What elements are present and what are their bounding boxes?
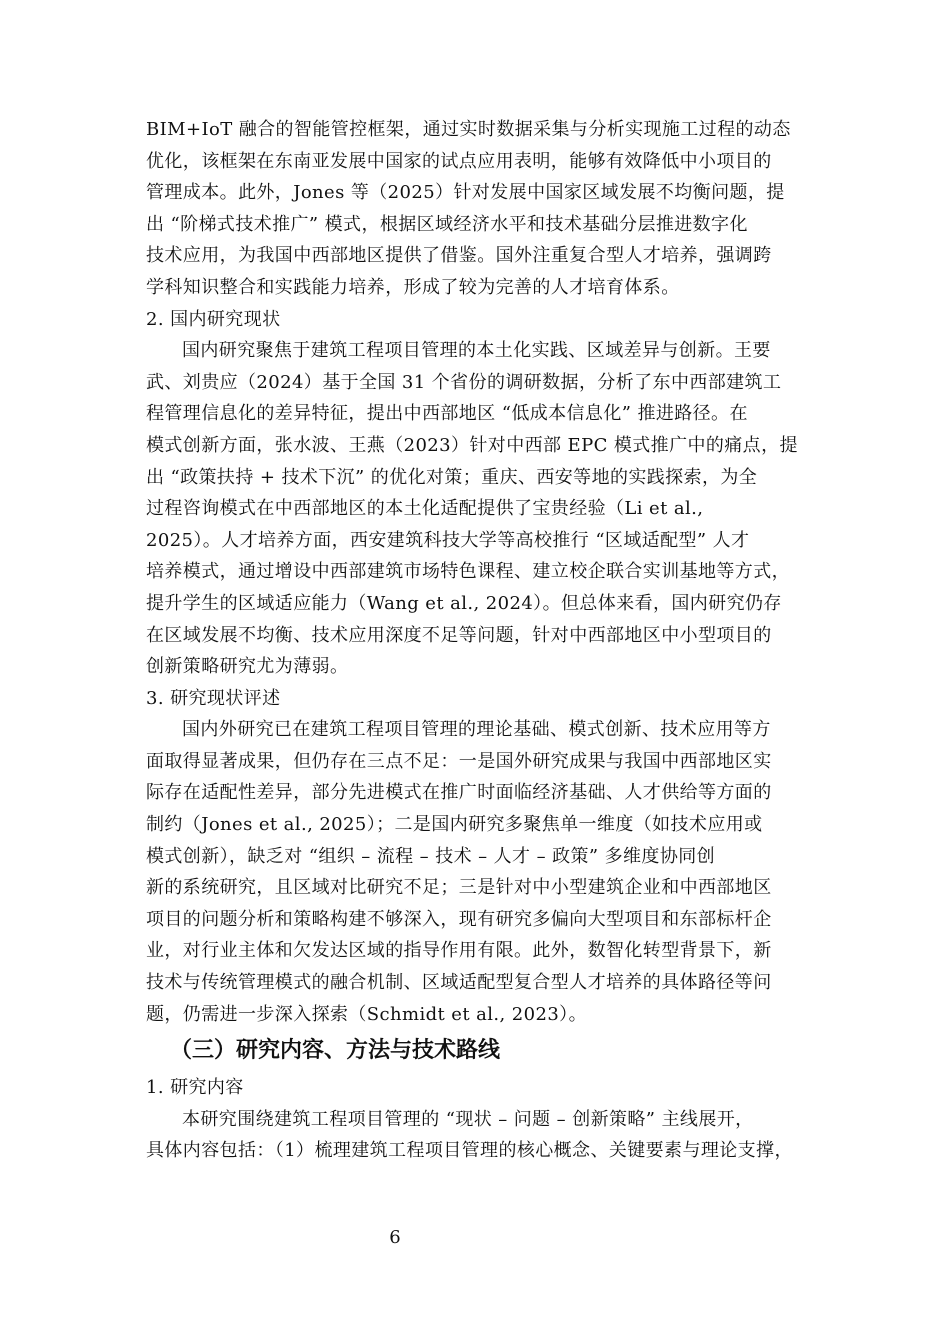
text-line: 制约（Jones et al., 2025）；二是国内研究多聚焦单一维度（如技术应用或 [146,814,763,836]
text-line: 新的系统研究，且区域对比研究不足；三是针对中小型建筑企业和中西部地区 [146,877,772,899]
text-line: 国内外研究已在建筑工程项目管理的理论基础、模式创新、技术应用等方 [182,719,771,741]
paragraph-research-review [146,714,806,1030]
section-heading-research-review: 3. 研究现状评述 [146,687,281,709]
text-line: BIM+IoT 融合的智能管控框架，通过实时数据采集与分析实现施工过程的动态 [146,119,791,140]
paragraph-research-content [146,1104,806,1167]
text-line: 国内研究聚焦于建筑工程项目管理的本土化实践、区域差异与创新。王要 [182,340,771,362]
text-line: 2025）。人才培养方面，西安建筑科技大学等高校推行 “区域适配型” 人才 [146,529,750,551]
text-line: 业，对行业主体和欠发达区域的指导作用有限。此外，数智化转型背景下，新 [146,940,772,962]
text-line: 题，仍需进一步深入探索（Schmidt et al., 2023）。 [146,1003,587,1025]
body-text [146,114,806,1167]
text-line: 本研究围绕建筑工程项目管理的 “现状 – 问题 – 创新策略” 主线展开， [182,1108,754,1130]
text-line: 模式创新），缺乏对 “组织 – 流程 – 技术 – 人才 – 政策” 多维度协同创 [146,845,716,867]
chapter-heading-research-content-methods: （三）研究内容、方法与技术路线 [170,1038,501,1064]
text-line: 具体内容包括：（1）梳理建筑工程项目管理的核心概念、关键要素与理论支撑， [146,1140,793,1162]
paragraph-international-research-end [146,114,806,304]
text-line: 优化，该框架在东南亚发展中国家的试点应用表明，能够有效降低中小项目的 [146,150,772,172]
text-line: 际存在适配性差异，部分先进模式在推广时面临经济基础、人才供给等方面的 [146,782,772,804]
text-line: 面取得显著成果，但仍存在三点不足：一是国外研究成果与我国中西部地区实 [146,750,772,772]
section-heading-research-content: 1. 研究内容 [146,1077,244,1099]
text-line: 在区域发展不均衡、技术应用深度不足等问题，针对中西部地区中小型项目的 [146,624,772,646]
section-heading-domestic-research: 2. 国内研究现状 [146,308,281,330]
text-line: 出 “政策扶持 + 技术下沉” 的优化对策；重庆、西安等地的实践探索，为全 [146,466,758,488]
text-line: 程管理信息化的差异特征，提出中西部地区 “低成本信息化” 推进路径。在 [146,403,748,425]
text-line: 培养模式，通过增设中西部建筑市场特色课程、建立校企联合实训基地等方式， [146,561,790,583]
text-line: 学科知识整合和实践能力培养，形成了较为完善的人才培育体系。 [146,276,680,298]
text-line: 技术应用，为我国中西部地区提供了借鉴。国外注重复合型人才培养，强调跨 [146,245,772,267]
text-line: 出 “阶梯式技术推广” 模式，根据区域经济水平和技术基础分层推进数字化 [146,213,748,235]
text-line: 提升学生的区域适应能力（Wang et al., 2024）。但总体来看，国内研究仍存 [146,592,782,614]
text-line: 技术与传统管理模式的融合机制、区域适配型复合型人才培养的具体路径等问 [146,972,772,994]
text-line: 过程咨询模式在中西部地区的本土化适配提供了宝贵经验（Li et al., [146,498,704,520]
page-number: 6 [389,1227,401,1248]
text-line: 管理成本。此外，Jones 等（2025）针对发展中国家区域发展不均衡问题，提 [146,182,785,204]
text-line: 创新策略研究尤为薄弱。 [146,656,349,678]
text-line: 项目的问题分析和策略构建不够深入，现有研究多偏向大型项目和东部标杆企 [146,908,772,930]
text-line: 武、刘贵应（2024）基于全国 31 个省份的调研数据，分析了东中西部建筑工 [146,371,782,393]
paragraph-domestic-research [146,335,806,683]
text-line: 模式创新方面，张水波、王燕（2023）针对中西部 EPC 模式推广中的痛点，提 [146,434,798,456]
